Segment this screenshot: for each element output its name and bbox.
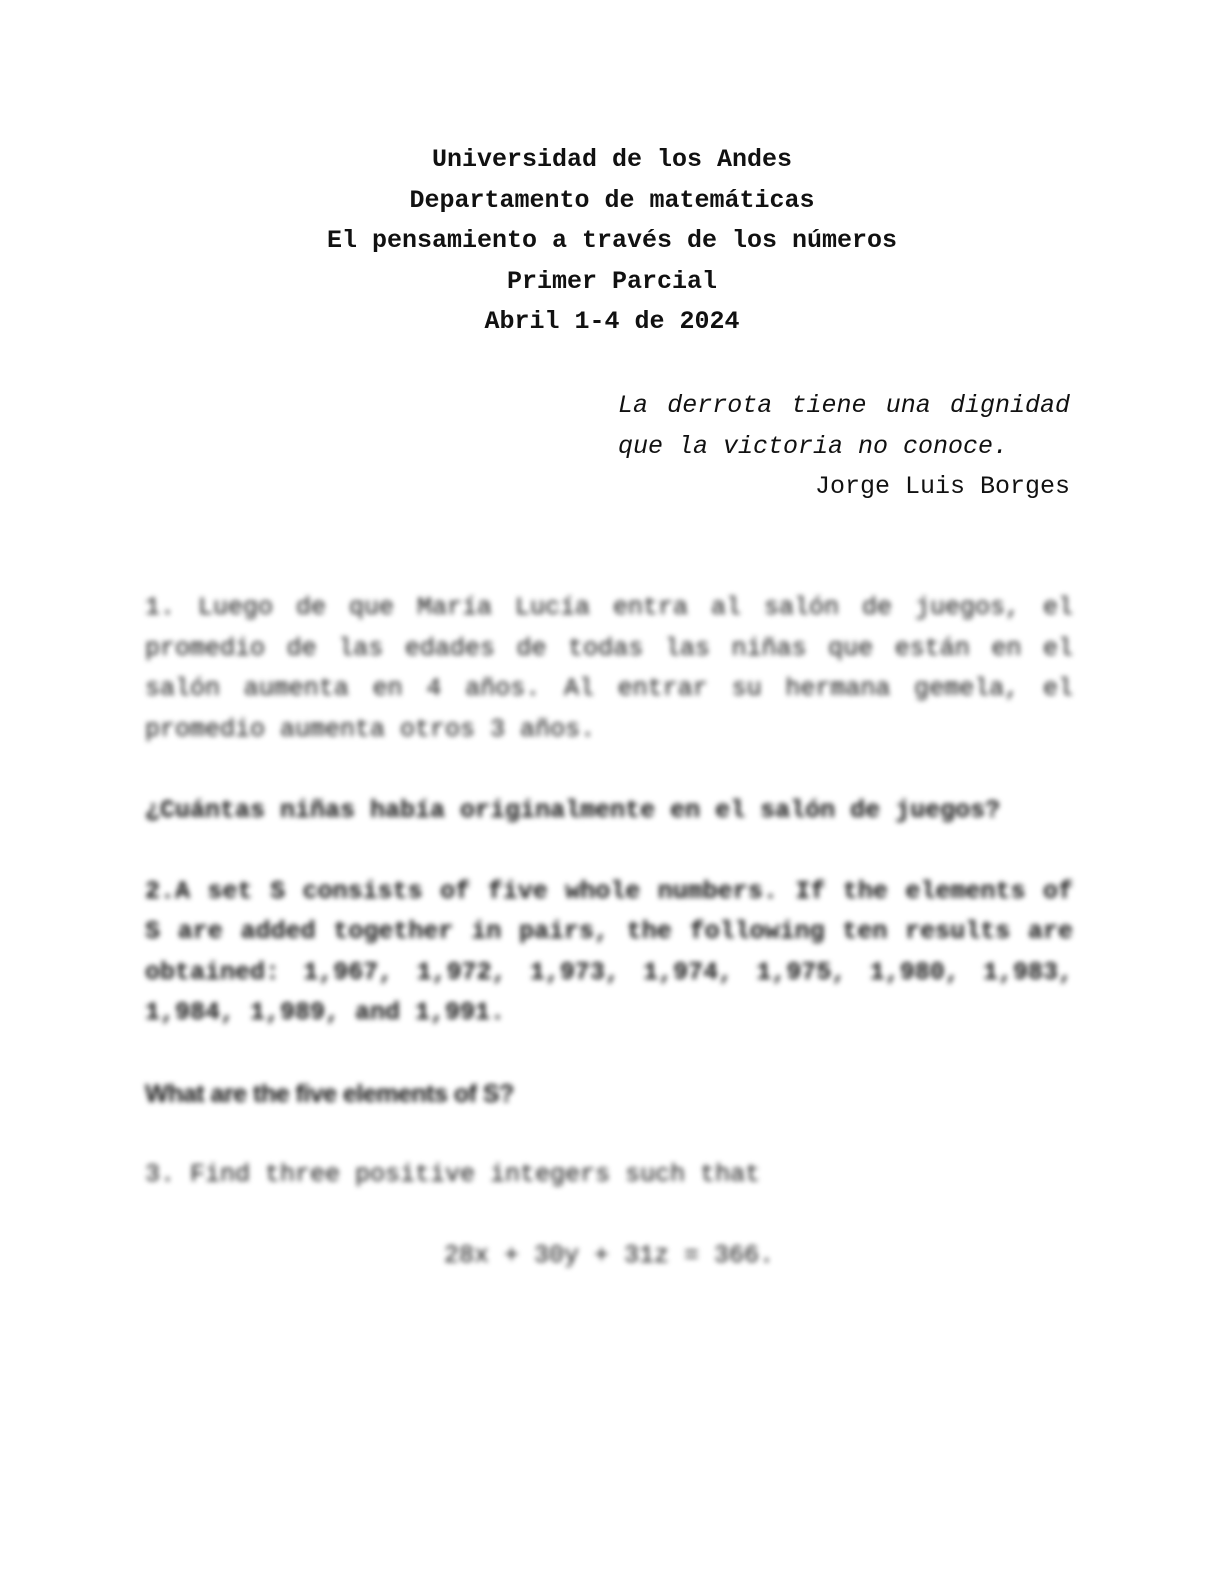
- problems-section: [145, 588, 1073, 1276]
- university-name: Universidad de los Andes: [431, 145, 793, 174]
- problem-1-text: 1. Luego de que María Lucía entra al salón de juegos, el promedio de las edades de todas las niñas que están en el salón aumenta en 4 años. Al entrar su hermana gemela, el promedio aumenta otros 3 años.: [145, 593, 1073, 744]
- course-name: El pensamiento a través de los números: [326, 226, 898, 255]
- exam-title: Primer Parcial: [506, 266, 718, 296]
- epigraph-quote: La derrota tiene una dignidad que la victoria no conoce.: [618, 391, 1070, 461]
- problem-1-question: ¿Cuántas niñas había originalmente en el salón de juegos?: [145, 795, 1001, 825]
- problem-3-equation: 28x + 30y + 31z = 366.: [443, 1240, 775, 1270]
- epigraph-author: Jorge Luis Borges: [814, 472, 1070, 501]
- exam-header: [0, 140, 1224, 343]
- epigraph: [618, 386, 1070, 508]
- problem-3-text: 3. Find three positive integers such that: [145, 1160, 761, 1189]
- problem-2-question: What are the five elements of S?: [145, 1080, 514, 1108]
- exam-date: Abril 1-4 de 2024: [484, 307, 740, 336]
- problem-2-text: 2.A set S consists of five whole numbers. If the elements of S are added together in pairs, the following ten results are obtained: 1,967, 1,972, 1,973, 1,974, 1,975, 1,980, 1,983, 1,984, 1,989, and 1,991.: [145, 876, 1073, 1027]
- department-name: Departamento de matemáticas: [409, 185, 815, 215]
